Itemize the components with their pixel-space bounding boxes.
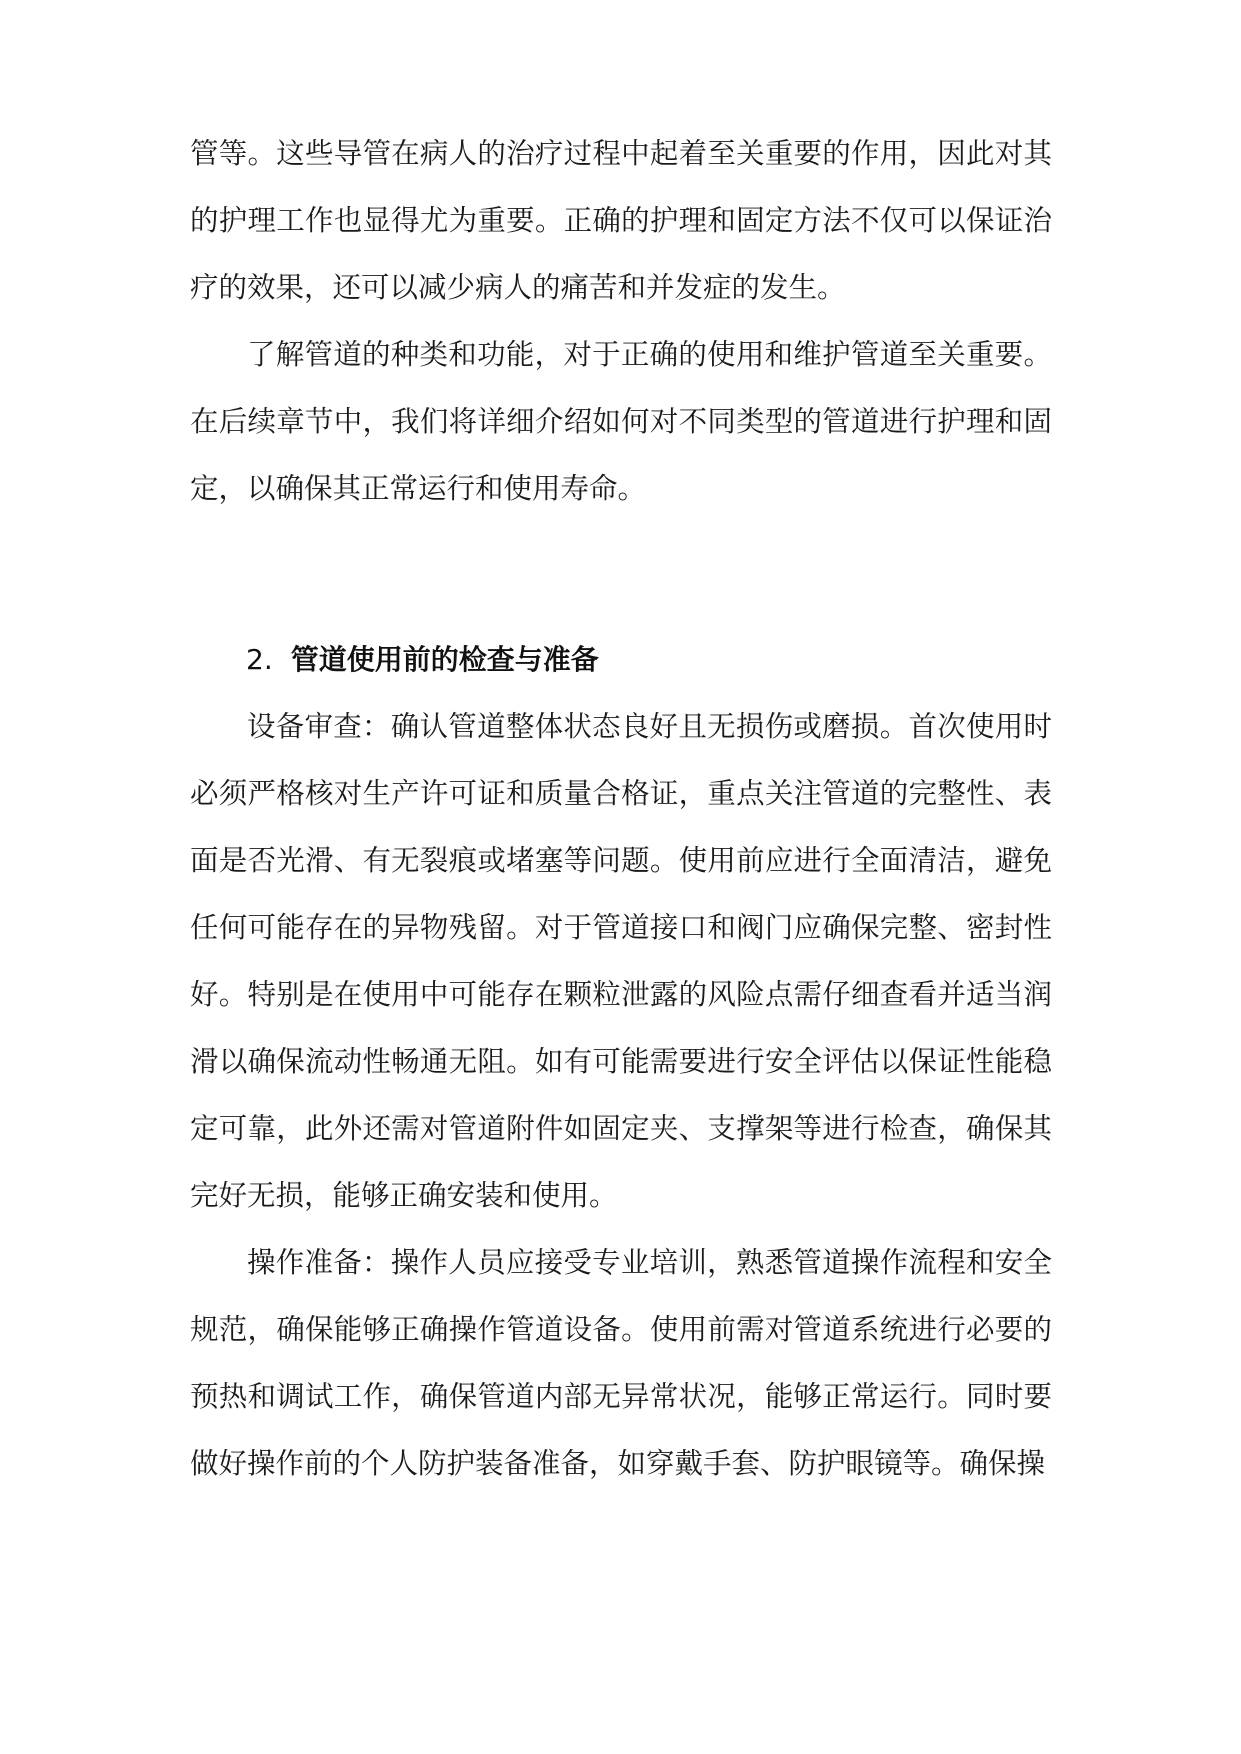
paragraph-tube-types: 了解管道的种类和功能，对于正确的使用和维护管道至关重要。在后续章节中，我们将详细介绍如何对不同类型的管道进行护理和固定，以确保其正常运行和使用寿命。: [190, 338, 1052, 505]
section-text-block: [190, 693, 1052, 1497]
section-heading: [246, 626, 599, 693]
section-number: 2.: [246, 643, 273, 676]
paragraph-tubes-importance: 管等。这些导管在病人的治疗过程中起着至关重要的作用，因此对其的护理工作也显得尤为重要。正确的护理和固定方法不仅可以保证治疗的效果，还可以减少病人的痛苦和并发症的发生。: [190, 137, 1052, 304]
paragraph-operation-preparation: 操作准备：操作人员应接受专业培训，熟悉管道操作流程和安全规范，确保能够正确操作管道设备。使用前需对管道系统进行必要的预热和调试工作，确保管道内部无异常状况，能够正常运行。同时要做好操作前的个人防护装备准备，如穿戴手套、防护眼镜等。确保操: [190, 1246, 1052, 1480]
intro-text-block: [190, 120, 1052, 522]
section-title: 管道使用前的检查与准备: [290, 643, 599, 676]
paragraph-equipment-review: 设备审查：确认管道整体状态良好且无损伤或磨损。首次使用时必须严格核对生产许可证和质量合格证，重点关注管道的完整性、表面是否光滑、有无裂痕或堵塞等问题。使用前应进行全面清洁，避免任何可能存在的异物残留。对于管道接口和阀门应确保完整、密封性好。特别是在使用中可能存在颗粒泄露的风险点需仔细查看并适当润滑以确保流动性畅通无阻。如有可能需要进行安全评估以保证性能稳定可靠，此外还需对管道附件如固定夹、支撑架等进行检查，确保其完好无损，能够正确安装和使用。: [190, 710, 1052, 1212]
